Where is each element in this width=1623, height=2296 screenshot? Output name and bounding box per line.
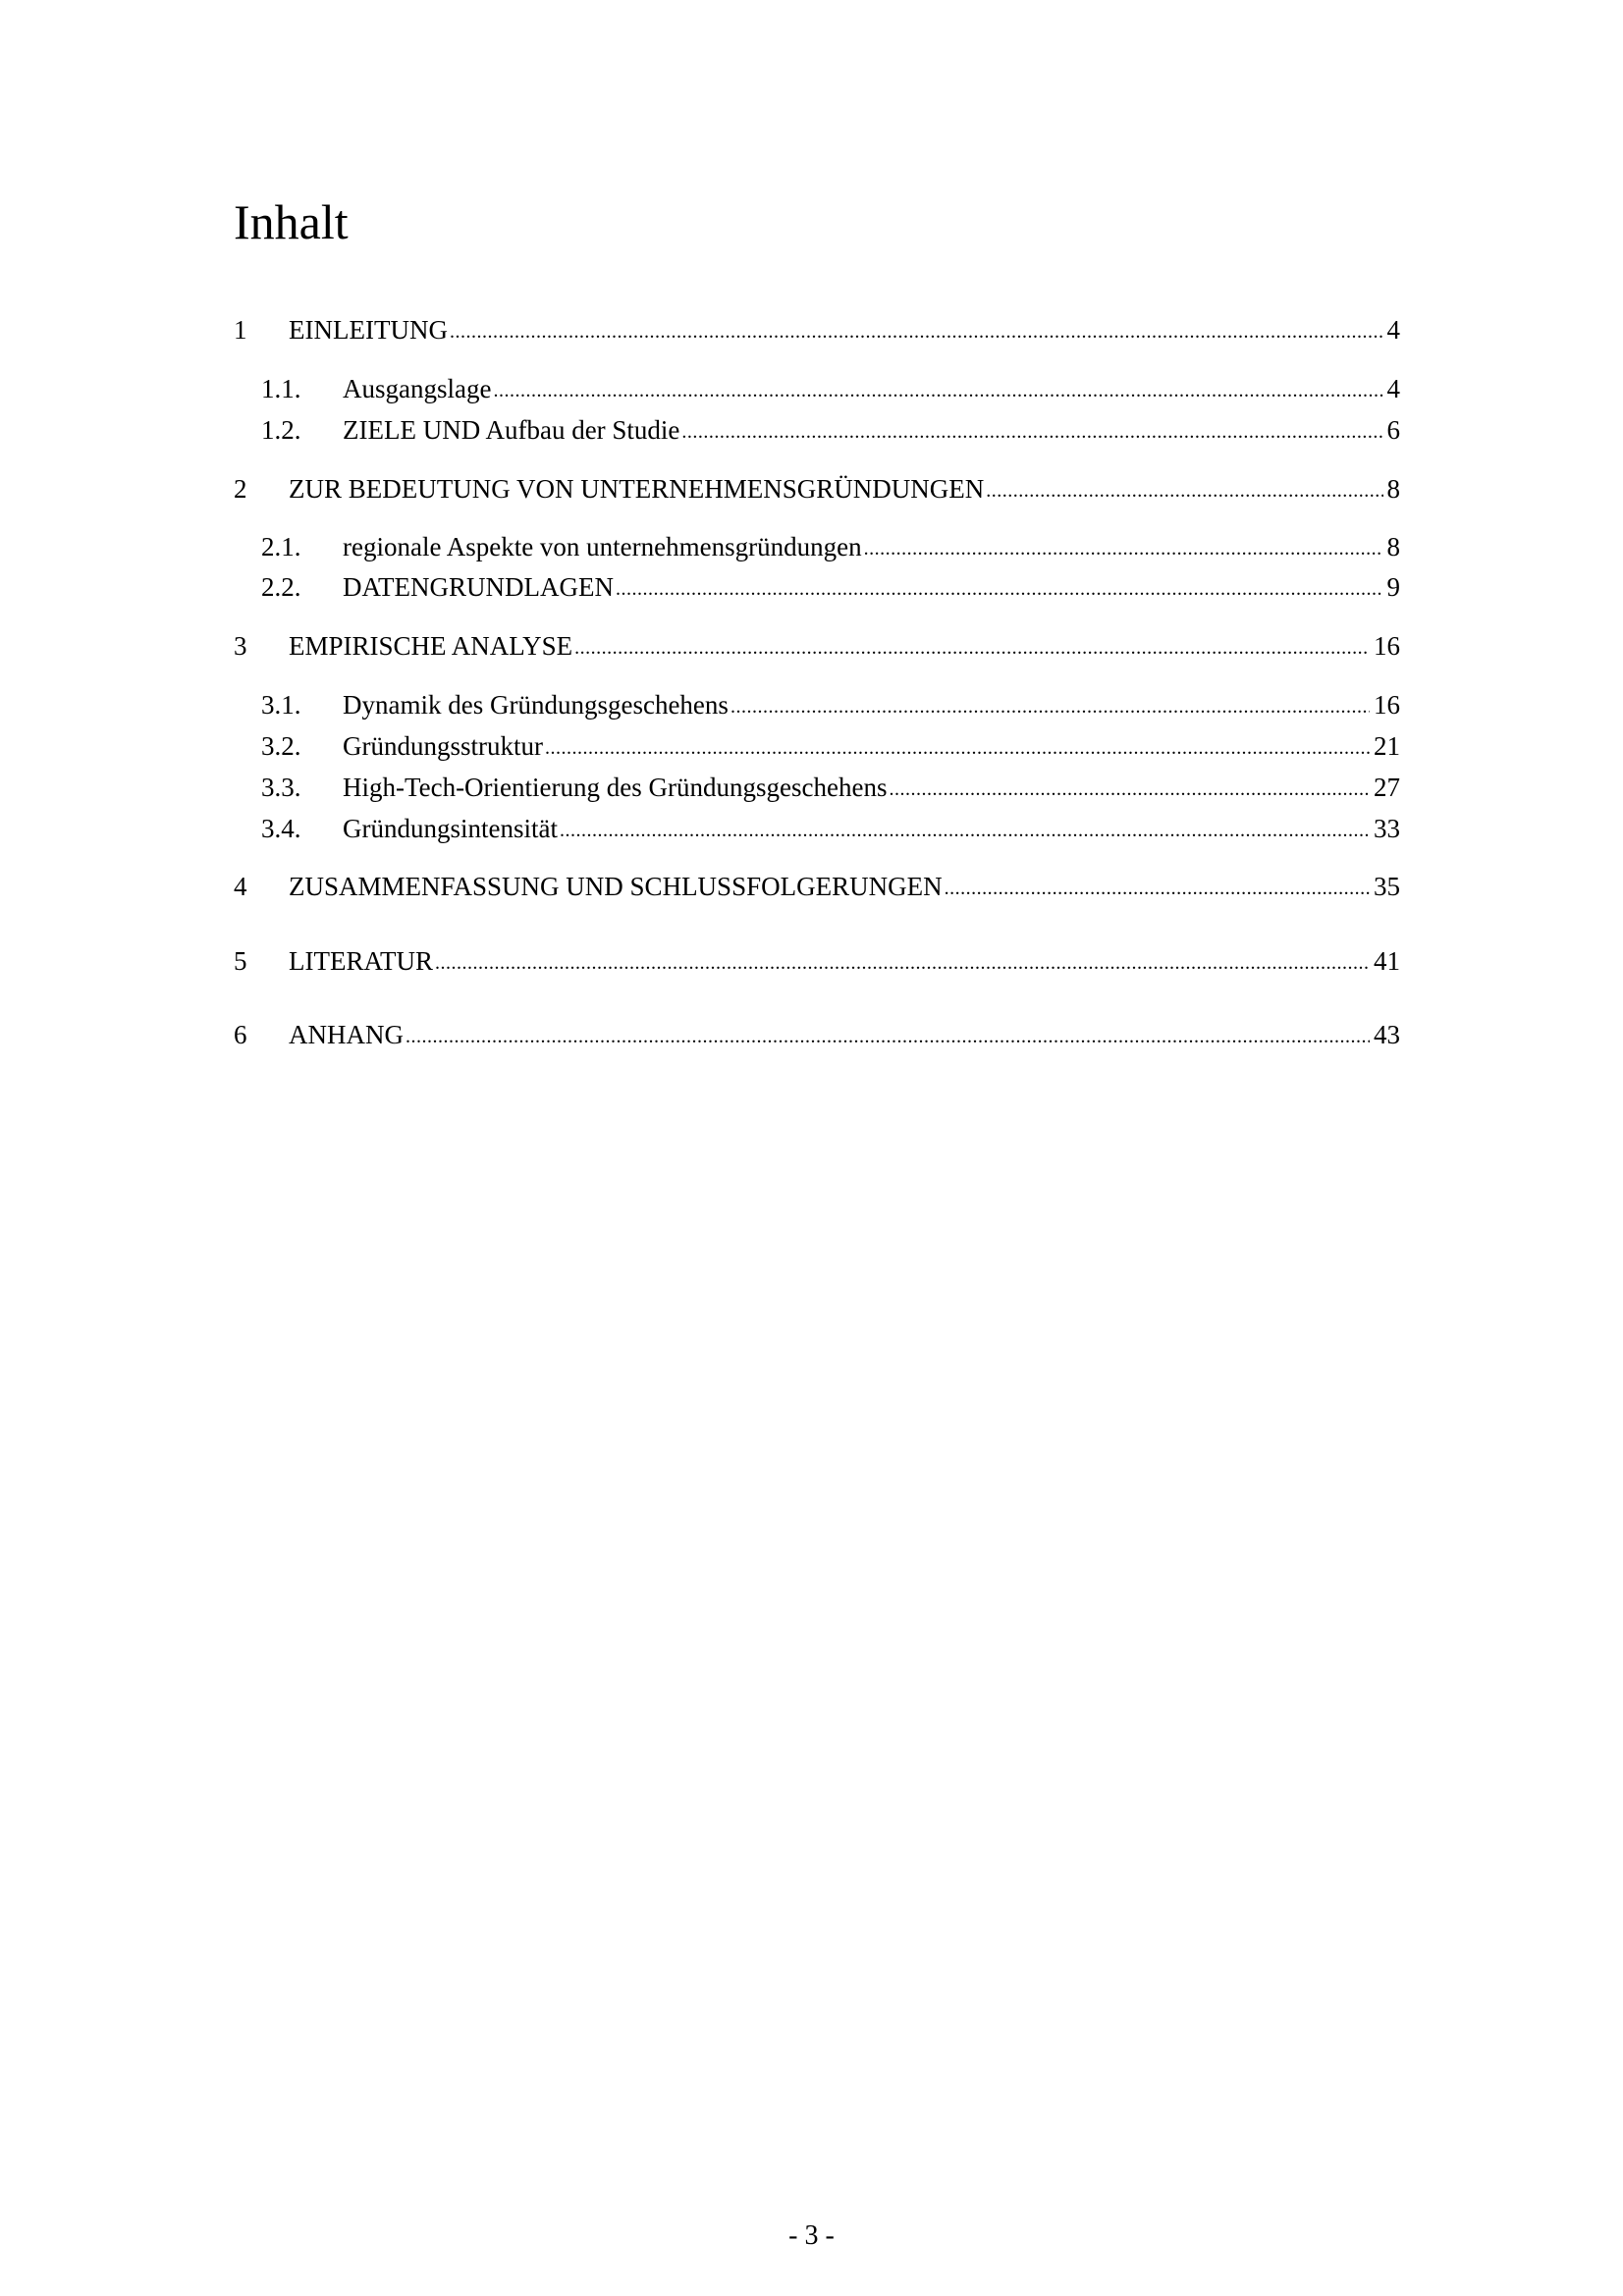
- toc-entry-1-1[interactable]: [261, 371, 1400, 406]
- toc-entry-page: 43: [1374, 1020, 1400, 1049]
- toc-entry-label: DATENGRUNDLAGEN: [343, 572, 614, 602]
- toc-leader-dots: [435, 942, 1370, 981]
- toc-entry-label: Gründungsstruktur: [343, 731, 543, 761]
- toc-entry-label: EINLEITUNG: [289, 315, 448, 345]
- toc-entry-number: 1.2.: [261, 415, 301, 445]
- toc-entry-label: LITERATUR: [289, 946, 433, 976]
- toc-entry-5[interactable]: [234, 943, 1400, 979]
- toc-entry-1[interactable]: [234, 312, 1400, 347]
- toc-entry-page: 16: [1374, 631, 1400, 661]
- toc-entry-label: regionale Aspekte von unternehmensgründungen: [343, 532, 862, 561]
- toc-entry-page: 27: [1374, 773, 1400, 802]
- toc-entry-3-4[interactable]: [261, 811, 1400, 846]
- toc-entry-number: 1.1.: [261, 374, 301, 403]
- toc-entry-3-2[interactable]: [261, 728, 1400, 764]
- toc-entry-2[interactable]: [234, 471, 1400, 507]
- toc-entry-page: 4: [1386, 374, 1400, 403]
- toc-leader-dots: [574, 627, 1370, 666]
- toc-entry-2-1[interactable]: [261, 529, 1400, 564]
- toc-entry-number: 3: [234, 631, 247, 661]
- toc-leader-dots: [406, 1016, 1370, 1054]
- toc-entry-6[interactable]: [234, 1017, 1400, 1052]
- toc-leader-dots: [450, 311, 1383, 349]
- toc-entry-number: 3.1.: [261, 690, 301, 720]
- toc-entry-number: 1: [234, 315, 247, 345]
- toc-entry-label: ZUSAMMENFASSUNG UND SCHLUSSFOLGERUNGEN: [289, 872, 943, 901]
- toc-entry-number: 5: [234, 946, 247, 976]
- toc-leader-dots: [493, 370, 1382, 408]
- toc-entry-3-1[interactable]: [261, 687, 1400, 722]
- toc-entry-2-2[interactable]: [261, 569, 1400, 605]
- toc-entry-number: 2.1.: [261, 532, 301, 561]
- toc-entry-label: ZUR BEDEUTUNG VON UNTERNEHMENSGRÜNDUNGEN: [289, 474, 985, 504]
- toc-entry-page: 8: [1386, 474, 1400, 504]
- toc-leader-dots: [945, 868, 1370, 906]
- toc-entry-1-2[interactable]: [261, 412, 1400, 448]
- toc-entry-3[interactable]: [234, 628, 1400, 664]
- toc-entry-number: 6: [234, 1020, 247, 1049]
- toc-entry-4[interactable]: [234, 869, 1400, 904]
- toc-entry-page: 35: [1374, 872, 1400, 901]
- toc-entry-page: 33: [1374, 814, 1400, 843]
- toc-entry-label: ZIELE UND Aufbau der Studie: [343, 415, 680, 445]
- toc-entry-label: ANHANG: [289, 1020, 404, 1049]
- toc-entry-label: High-Tech-Orientierung des Gründungsgeschehens: [343, 773, 888, 802]
- toc-leader-dots: [560, 810, 1370, 848]
- toc-leader-dots: [616, 568, 1383, 607]
- toc-entry-label: Dynamik des Gründungsgeschehens: [343, 690, 729, 720]
- toc-entry-number: 2.2.: [261, 572, 301, 602]
- toc-entry-page: 41: [1374, 946, 1400, 976]
- toc-entry-page: 4: [1386, 315, 1400, 345]
- page-number: - 3 -: [788, 2220, 835, 2251]
- toc-leader-dots: [730, 686, 1370, 724]
- toc-entry-label: EMPIRISCHE ANALYSE: [289, 631, 573, 661]
- toc-leader-dots: [864, 528, 1383, 566]
- toc-entry-page: 8: [1386, 532, 1400, 561]
- toc-entry-page: 6: [1386, 415, 1400, 445]
- toc-entry-page: 9: [1386, 572, 1400, 602]
- toc-entry-number: 3.2.: [261, 731, 301, 761]
- toc-leader-dots: [681, 411, 1382, 450]
- page-title: Inhalt: [234, 194, 349, 249]
- toc-entry-page: 16: [1374, 690, 1400, 720]
- toc-entry-number: 3.3.: [261, 773, 301, 802]
- toc-entry-label: Gründungsintensität: [343, 814, 558, 843]
- toc-entry-number: 4: [234, 872, 247, 901]
- toc-entry-number: 2: [234, 474, 247, 504]
- toc-entry-label: Ausgangslage: [343, 374, 492, 403]
- toc-entry-3-3[interactable]: [261, 770, 1400, 805]
- toc-entry-number: 3.4.: [261, 814, 301, 843]
- toc-entry-page: 21: [1374, 731, 1400, 761]
- toc-leader-dots: [889, 769, 1370, 807]
- toc-leader-dots: [545, 727, 1370, 766]
- toc-leader-dots: [986, 470, 1382, 508]
